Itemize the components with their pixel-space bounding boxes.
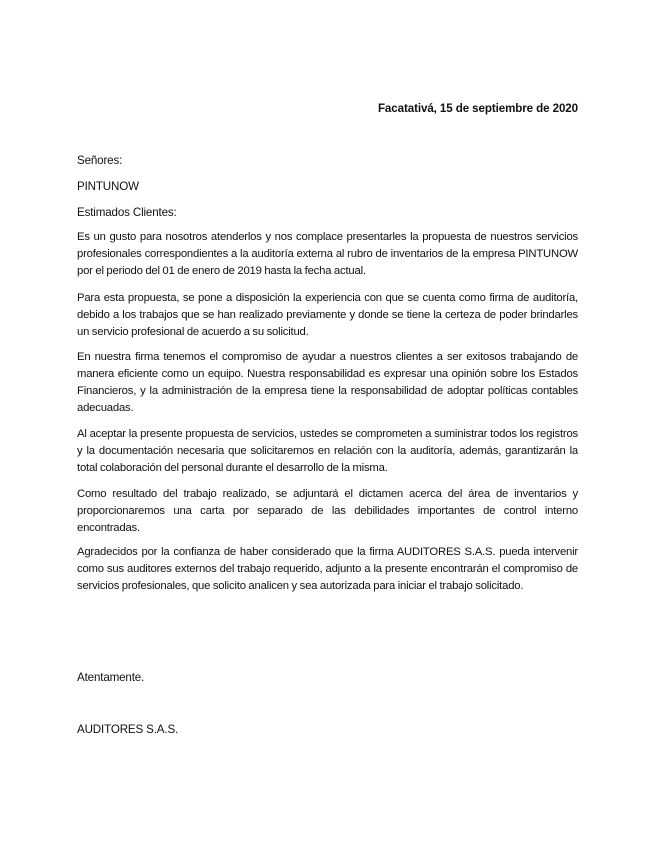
paragraph-3: En nuestra firma tenemos el compromiso de ayudar a nuestros clientes a ser exitosos trabajando de manera eficiente como un equipo. Nuestra responsabilidad es expresar una opinión sobre los Estados Financieros, y la administración de la empresa tiene la responsabilidad de adoptar políticas contables adecuadas.: [77, 351, 578, 414]
recipient-name: PINTUNOW: [77, 180, 139, 193]
signature: AUDITORES S.A.S.: [77, 723, 179, 736]
paragraph-4: Al aceptar la presente propuesta de servicios, ustedes se comprometen a suministrar todos los registros y la documentación necesaria que solicitaremos en relación con la auditoría, además, garantizarán la total colaboración del personal durante el desarrollo de la misma.: [77, 428, 578, 474]
paragraph-5: Como resultado del trabajo realizado, se adjuntará el dictamen acerca del área de inventarios y proporcionaremos una carta por separado de las debilidades importantes de control interno encontradas.: [77, 488, 578, 534]
date-line: Facatativá, 15 de septiembre de 2020: [377, 102, 578, 115]
paragraph-2: Para esta propuesta, se pone a disposición la experiencia con que se cuenta como firma de auditoría, debido a los trabajos que se han realizado previamente y donde se tiene la certeza de poder brindarles un servicio profesional de acuerdo a su solicitud.: [77, 292, 578, 338]
greeting: Estimados Clientes:: [77, 206, 177, 219]
salutation: Señores:: [77, 154, 123, 167]
closing: Atentamente.: [77, 671, 145, 684]
paragraph-1: Es un gusto para nosotros atenderlos y nos complace presentarles la propuesta de nuestros servicios profesionales correspondientes a la auditoría externa al rubro de inventarios de la empresa PINTUNOW por el periodo del 01 de enero de 2019 hasta la fecha actual.: [77, 231, 578, 277]
paragraph-6: Agradecidos por la confianza de haber considerado que la firma AUDITORES S.A.S. pueda intervenir como sus auditores externos del trabajo requerido, adjunto a la presente encontrarán el compromiso de servicios profesionales, que solicito analicen y sea autorizada para iniciar el trabajo solicitado.: [77, 546, 578, 592]
